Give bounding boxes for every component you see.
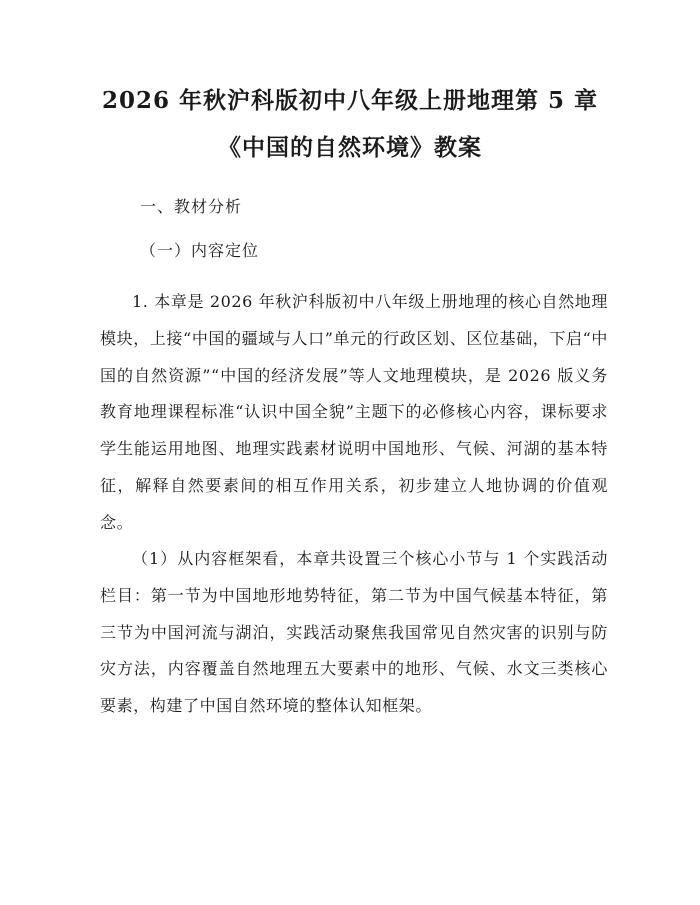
document-title-line-1: 2026 年秋沪科版初中八年级上册地理第 5 章 [101, 87, 599, 114]
section-heading: 一、教材分析 [140, 197, 243, 216]
paragraph-content-framework: （1）从内容框架看，本章共设置三个核心小节与 1 个实践活动栏目：第一节为中国地形地势特征，第二节为中国气候基本特征，第三节为中国河流与湖泊，实践活动聚焦我国常见自然灾害的识别与防灾方法，内容覆盖自然地理五大要素中的地形、气候、水文三类核心要素，构建了中国自然环境的整体认知框架。 [100, 549, 608, 716]
paragraph-content-positioning: 1. 本章是 2026 年秋沪科版初中八年级上册地理的核心自然地理模块，上接“中国的疆域与人口”单元的行政区划、区位基础，下启“中国的自然资源”“中国的经济发展”等人文地理模块，是 2026 版义务教育地理课程标准“认识中国全貌”主题下的必修核心内容，课标要求学生能运用地图、地理实践素材说明中国地形、气候、河湖的基本特征，解释自然要素间的相互作用关系，初步建立人地协调的价值观念。 [100, 292, 608, 532]
subsection-heading: （一）内容定位 [140, 241, 260, 260]
document-title-line-2: 《中国的自然环境》教案 [218, 134, 482, 161]
